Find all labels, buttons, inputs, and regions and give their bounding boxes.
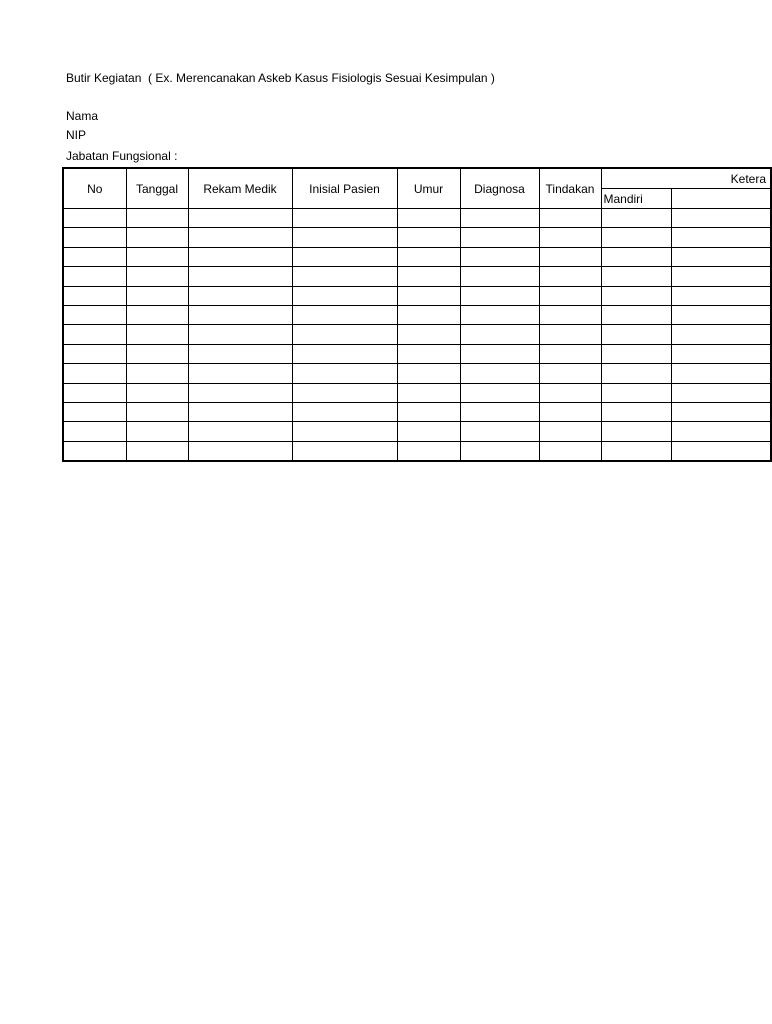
- table-cell[interactable]: [188, 422, 292, 441]
- table-cell[interactable]: [126, 247, 188, 266]
- table-row: [63, 286, 771, 305]
- table-cell[interactable]: [671, 286, 771, 305]
- table-cell[interactable]: [671, 402, 771, 421]
- table-cell[interactable]: [292, 364, 397, 383]
- table-cell[interactable]: [601, 441, 671, 461]
- table-cell[interactable]: [539, 305, 601, 324]
- activity-table-viewport: [62, 167, 766, 462]
- table-cell[interactable]: [460, 364, 539, 383]
- table-cell[interactable]: [126, 422, 188, 441]
- table-cell[interactable]: [126, 344, 188, 363]
- table-cell[interactable]: [292, 286, 397, 305]
- table-cell[interactable]: [126, 267, 188, 286]
- table-cell[interactable]: [63, 383, 126, 402]
- table-row: [63, 247, 771, 266]
- table-cell[interactable]: [292, 209, 397, 228]
- table-cell[interactable]: [397, 247, 460, 266]
- col-header-umur: Umur: [397, 168, 460, 209]
- table-cell[interactable]: [460, 441, 539, 461]
- table-cell[interactable]: [539, 247, 601, 266]
- table-cell[interactable]: [292, 228, 397, 247]
- col-header-sub-2: [671, 189, 771, 209]
- table-cell[interactable]: [539, 228, 601, 247]
- col-header-diagnosa: Diagnosa: [460, 168, 539, 209]
- col-header-inisial-pasien: Inisial Pasien: [292, 168, 397, 209]
- col-header-mandiri: Mandiri: [601, 189, 671, 209]
- table-cell[interactable]: [460, 422, 539, 441]
- table-cell[interactable]: [539, 286, 601, 305]
- table-cell[interactable]: [63, 267, 126, 286]
- table-cell[interactable]: [460, 383, 539, 402]
- table-cell[interactable]: [63, 344, 126, 363]
- table-cell[interactable]: [397, 402, 460, 421]
- table-cell[interactable]: [188, 228, 292, 247]
- table-cell[interactable]: [397, 441, 460, 461]
- table-cell[interactable]: [671, 441, 771, 461]
- table-row: [63, 422, 771, 441]
- table-cell[interactable]: [397, 209, 460, 228]
- activity-table: [62, 167, 772, 462]
- table-cell[interactable]: [292, 383, 397, 402]
- table-cell[interactable]: [601, 209, 671, 228]
- table-cell[interactable]: [63, 228, 126, 247]
- table-cell[interactable]: [671, 228, 771, 247]
- col-group-header-keterangan: [601, 168, 771, 189]
- nama-label: Nama: [66, 109, 99, 123]
- table-cell[interactable]: [292, 325, 397, 344]
- table-cell[interactable]: [126, 383, 188, 402]
- table-cell[interactable]: [601, 305, 671, 324]
- table-cell[interactable]: [601, 364, 671, 383]
- table-cell[interactable]: [397, 422, 460, 441]
- table-cell[interactable]: [539, 344, 601, 363]
- table-cell[interactable]: [601, 383, 671, 402]
- table-cell[interactable]: [460, 344, 539, 363]
- table-cell[interactable]: [63, 441, 126, 461]
- table-cell[interactable]: [671, 209, 771, 228]
- table-row: [63, 441, 771, 461]
- activity-title: Butir Kegiatan ( Ex. Merencanakan Askeb Kasus Fisiologis Sesuai Kesimpulan ): [66, 71, 495, 85]
- col-header-tindakan: Tindakan: [539, 168, 601, 209]
- table-cell[interactable]: [292, 267, 397, 286]
- table-cell[interactable]: [188, 402, 292, 421]
- table-cell[interactable]: [63, 209, 126, 228]
- table-row: [63, 209, 771, 228]
- table-cell[interactable]: [460, 305, 539, 324]
- table-cell[interactable]: [460, 286, 539, 305]
- col-header-rekam-medik: Rekam Medik: [188, 168, 292, 209]
- col-header-no: No: [63, 168, 126, 209]
- table-cell[interactable]: [188, 247, 292, 266]
- table-cell[interactable]: [292, 422, 397, 441]
- table-row: [63, 228, 771, 247]
- table-row: [63, 305, 771, 324]
- table-cell[interactable]: [601, 286, 671, 305]
- table-row: [63, 344, 771, 363]
- table-row: [63, 364, 771, 383]
- nip-label: NIP: [66, 128, 87, 142]
- table-cell[interactable]: [671, 267, 771, 286]
- table-cell[interactable]: [188, 267, 292, 286]
- table-cell[interactable]: [188, 325, 292, 344]
- table-cell[interactable]: [397, 305, 460, 324]
- table-cell[interactable]: [126, 441, 188, 461]
- table-row: [63, 267, 771, 286]
- table-cell[interactable]: [397, 383, 460, 402]
- table-cell[interactable]: [292, 402, 397, 421]
- table-cell[interactable]: [397, 267, 460, 286]
- table-row: [63, 383, 771, 402]
- table-cell[interactable]: [460, 228, 539, 247]
- table-cell[interactable]: [671, 305, 771, 324]
- table-cell[interactable]: [671, 422, 771, 441]
- table-cell[interactable]: [397, 325, 460, 344]
- table-cell[interactable]: [126, 402, 188, 421]
- table-cell[interactable]: [539, 383, 601, 402]
- table-cell[interactable]: [126, 228, 188, 247]
- table-cell[interactable]: [539, 267, 601, 286]
- table-cell[interactable]: [671, 247, 771, 266]
- table-cell[interactable]: [188, 209, 292, 228]
- table-cell[interactable]: [671, 325, 771, 344]
- table-body: [63, 209, 771, 462]
- table-row: [63, 325, 771, 344]
- table-cell[interactable]: [126, 209, 188, 228]
- table-cell[interactable]: [539, 325, 601, 344]
- table-cell[interactable]: [188, 441, 292, 461]
- table-cell[interactable]: [601, 402, 671, 421]
- table-cell[interactable]: [63, 422, 126, 441]
- table-cell[interactable]: [601, 422, 671, 441]
- table-cell[interactable]: [126, 364, 188, 383]
- table-row: [63, 402, 771, 421]
- table-cell[interactable]: [292, 247, 397, 266]
- table-cell[interactable]: [397, 228, 460, 247]
- table-cell[interactable]: [460, 247, 539, 266]
- table-cell[interactable]: [539, 364, 601, 383]
- table-cell[interactable]: [188, 305, 292, 324]
- col-header-tanggal: Tanggal: [126, 168, 188, 209]
- table-cell[interactable]: [671, 383, 771, 402]
- jabatan-label: Jabatan Fungsional :: [66, 149, 178, 163]
- table-cell[interactable]: [601, 267, 671, 286]
- table-cell[interactable]: [126, 305, 188, 324]
- table-cell[interactable]: [63, 325, 126, 344]
- group-header-text: Ketera: [730, 171, 766, 186]
- table-cell[interactable]: [63, 364, 126, 383]
- table-cell[interactable]: [601, 228, 671, 247]
- table-cell[interactable]: [460, 402, 539, 421]
- table-cell[interactable]: [539, 209, 601, 228]
- table-cell[interactable]: [292, 344, 397, 363]
- table-cell[interactable]: [63, 247, 126, 266]
- table-cell[interactable]: [671, 344, 771, 363]
- table-cell[interactable]: [539, 422, 601, 441]
- table-cell[interactable]: [188, 364, 292, 383]
- table-cell[interactable]: [292, 305, 397, 324]
- table-cell[interactable]: [292, 441, 397, 461]
- table-cell[interactable]: [460, 267, 539, 286]
- table-cell[interactable]: [397, 344, 460, 363]
- table-cell[interactable]: [539, 402, 601, 421]
- table-cell[interactable]: [397, 364, 460, 383]
- table-cell[interactable]: [397, 286, 460, 305]
- table-cell[interactable]: [126, 286, 188, 305]
- table-cell[interactable]: [671, 364, 771, 383]
- table-cell[interactable]: [63, 305, 126, 324]
- table-cell[interactable]: [63, 402, 126, 421]
- table-cell[interactable]: [188, 383, 292, 402]
- table-cell[interactable]: [188, 286, 292, 305]
- table-cell[interactable]: [63, 286, 126, 305]
- table-cell[interactable]: [601, 344, 671, 363]
- table-cell[interactable]: [539, 441, 601, 461]
- table-cell[interactable]: [601, 247, 671, 266]
- table-cell[interactable]: [126, 325, 188, 344]
- table-cell[interactable]: [188, 344, 292, 363]
- table-cell[interactable]: [460, 209, 539, 228]
- table-cell[interactable]: [601, 325, 671, 344]
- table-cell[interactable]: [460, 325, 539, 344]
